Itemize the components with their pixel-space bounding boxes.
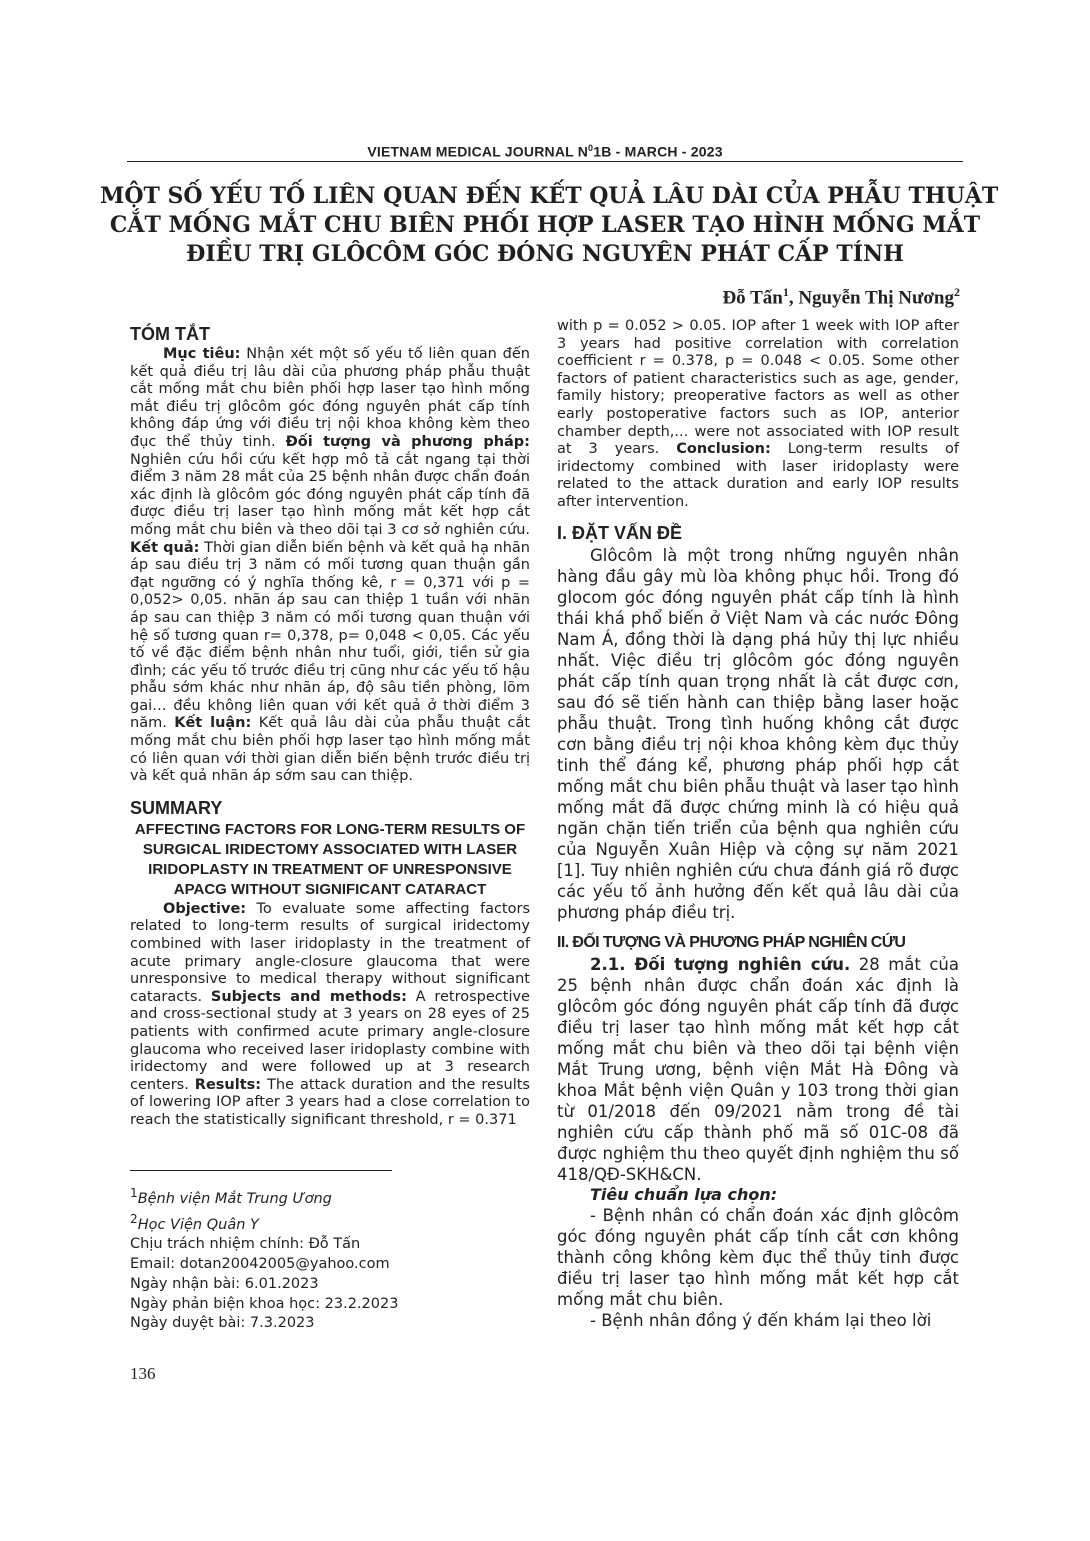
left-column — [130, 322, 530, 1130]
authors — [722, 285, 960, 309]
title-line-3: ĐIỀU TRỊ GLÔCÔM GÓC ĐÓNG NGUYÊN PHÁT CẤP TÍNH — [186, 241, 904, 267]
criteria-heading: Tiêu chuẩn lựa chọn: — [590, 1184, 778, 1204]
footnote-received: Ngày nhận bài: 6.01.2023 — [130, 1275, 319, 1292]
section-1-heading: I. ĐẶT VẤN ĐỀ — [557, 522, 683, 543]
title-line-1: MỘT SỐ YẾU TỐ LIÊN QUAN ĐẾN KẾT QUẢ LÂU DÀI CỦA PHẪU THUẬT — [100, 183, 999, 209]
footnote-affiliation-1: $^1$Bệnh viện Mắt Trung Ương — [130, 1186, 332, 1207]
footnote-reviewed: Ngày phản biện khoa học: 23.2.2023 — [130, 1295, 399, 1312]
section-2-heading: II. ĐỐI TƯỢNG VÀ PHƯƠNG PHÁP NGHIÊN CỨU — [557, 933, 906, 951]
author-2-affil: 2 — [954, 285, 960, 299]
footnotes — [130, 1184, 530, 1334]
section-1-text: Glôcôm là một trong những nguyên nhân hàng đầu gây mù lòa không phục hồi. Trong đó glocom góc đóng nguyên phát cấp tính là hình thái khá phổ biến ở Việt Nam và các nước Đông Nam Á, đồng thời là dạng phá hủy thị lực nhiều nhất. Việc điều trị glôcôm góc đóng nguyên phát cấp tính quan trọng nhất là cắt được cơn, sau đó sẽ tiến hành can thiệp bằng laser hoặc phẫu thuật. Trong tình huống không cắt được cơn bằng điều trị nội khoa không kèm đục thủy tinh thể đáng kể, phương pháp phối hợp cắt mống mắt chu biên phẫu thuật và laser tạo hình mống mắt đã được chứng minh là có hiệu quả ngăn chặn tiến triển của bệnh qua nghiên cứu của Nguyễn Xuân Hiệp và cộng sự năm 2021 [1]. Tuy nhiên nghiên cứu chưa đánh giá rõ được các yếu tố ảnh hưởng đến kết quả lâu dài của phương pháp điều trị. — [557, 545, 959, 922]
summary-text-part1: Objective: To evaluate some affecting factors related to long-term results of surgical iridectomy combined with laser iridoplasty in the treatment of acute primary angle-closure glaucoma that were unresponsive to medical therapy without significant cataracts. Subjects and methods: A retrospective and cross-sectional study at 3 years on 28 eyes of 25 patients with confirmed acute primary angle-closure glaucoma who received laser iridoplasty combine with iridectomy and were followed up at 3 research centers. Results: The attack duration and the results of lowering IOP after 3 years had a close correlation to reach the statistically significant threshold, r = 0.371 — [130, 900, 530, 1128]
right-column — [557, 318, 959, 1331]
section-2-1-text: 2.1. Đối tượng nghiên cứu. 28 mắt của 25 bệnh nhân được chẩn đoán xác định là glôcôm góc đóng nguyên phát cấp tính đã được điều trị laser tạo hình mống mắt kết hợp cắt mống mắt chu biên và theo dõi tại bệnh viện Mắt Trung ương, bệnh viện Mắt Hà Đông và khoa Mắt bệnh viện Quân y 103 trong thời gian từ 01/2018 đến 09/2021 nằm trong đề tài nghiên cứu cấp thành phố mã số 01C-08 đã được nghiệm thu theo quyết định nghiệm thu số 418/QĐ-SKH&CN. — [557, 954, 959, 1184]
footnote-rule — [130, 1170, 392, 1171]
journal-issue: 1B - MARCH - 2023 — [593, 143, 723, 160]
summary-heading: SUMMARY — [130, 797, 223, 818]
journal-header — [0, 143, 1090, 160]
author-separator: , — [788, 287, 799, 309]
criteria-item-2: - Bệnh nhân đồng ý đến khám lại theo lời — [590, 1310, 932, 1330]
page-number: 136 — [130, 1364, 156, 1383]
article-title — [100, 182, 999, 269]
footnote-affiliation-2: $^2$Học Viện Quân Y — [130, 1211, 259, 1233]
abstract-vi-text: Mục tiêu: Nhận xét một số yếu tố liên quan đến kết quả điều trị lâu dài của phương pháp phẫu thuật cắt mống mắt chu biên phối hợp laser tạo hình mống mắt điều trị glôcôm góc đóng nguyên phát cấp tính không đáp ứng với điều trị nội khoa không kèm theo đục thể thủy tinh. Đối tượng và phương pháp: Nghiên cứu hồi cứu kết hợp mô tả cắt ngang tại thời điểm 3 năm 28 mắt của 25 bệnh nhân được chẩn đoán xác định là glôcôm góc đóng nguyên phát cấp tính đã được điều trị laser tạo hình mống mắt kết hợp cắt mống mắt chu biên và theo dõi tại 3 cơ sở nghiên cứu. Kết quả: Thời gian diễn biến bệnh và kết quả hạ nhãn áp sau điều trị 3 năm có mối tương quan thuận gần đạt ngưỡng có ý nghĩa thống kê, r = 0,371 với p = 0,052> 0,05. nhãn áp sau can thiệp 1 tuần với nhãn áp sau can thiệp 3 năm có mối tương quan thuận với hệ số tương quan r= 0,378, p= 0,048 < 0,05. Các yếu tố về đặc điểm bệnh nhân như tuổi, giới, tiền sử gia đình; các yếu tố trước điều trị cũng như các yếu tố hậu phẫu sớm khác như nhãn áp, độ sâu tiền phòng, lõm gai… đều không liên quan với kết quả ở thời điểm 3 năm. Kết luận: Kết quả lâu dài của phẫu thuật cắt mống mắt chu biên phối hợp laser tạo hình mống mắt có liên quan với thời gian diễn biến bệnh trước điều trị và kết quả nhãn áp sớm sau can thiệp. — [130, 346, 531, 785]
journal-number-sup: 0 — [588, 143, 594, 153]
footnote-corresponding: Chịu trách nhiệm chính: Đỗ Tấn — [130, 1236, 361, 1253]
author-1: Đỗ Tấn — [722, 287, 783, 309]
journal-name: VIETNAM MEDICAL JOURNAL N — [367, 143, 589, 160]
header-rule — [127, 161, 963, 162]
author-2: Nguyễn Thị Nương — [798, 287, 954, 309]
summary-text-part2: with p = 0.052 > 0.05. IOP after 1 week with IOP after 3 years had positive correlation with correlation coefficient r = 0.378, p = 0.048 < 0.05. Some other factors of patient characteristics such as age, gender, family history; preoperative factors as well as other early postoperative factors such as IOP, anterior chamber depth,... were not associated with IOP result at 3 years. Conclusion: Long-term results of iridectomy combined with laser iridoplasty were related to the attack duration and early IOP results after intervention. — [557, 318, 959, 510]
summary-title: AFFECTING FACTORS FOR LONG-TERM RESULTS OF SURGICAL IRIDECTOMY ASSOCIATED WITH LASER IRIDOPLASTY IN TREATMENT OF UNRESPONSIVE APACG WITHOUT SIGNIFICANT CATARACT — [134, 820, 526, 898]
summary-results-start: The attack duration and the results of lowering IOP after 3 years had a close correlation to reach the statistically significant threshold, r = 0.371 — [130, 1076, 530, 1128]
abstract-vi-heading: TÓM TẮT — [130, 324, 210, 344]
summary-results-cont: with p = 0.052 > 0.05. IOP after 1 week with IOP after 3 years had positive correlation with correlation coefficient r = 0.378, p = 0.048 < 0.05. Some other factors of patient characteristics such as age, gender, family history; preoperative factors as well as other early postoperative factors such as IOP, anterior chamber depth,... were not associated with IOP result at 3 years. — [557, 318, 959, 458]
author-1-affil: 1 — [782, 285, 789, 299]
footnote-email: Email: dotan20042005@yahoo.com — [130, 1256, 390, 1273]
footnote-accepted: Ngày duyệt bài: 7.3.2023 — [130, 1315, 315, 1332]
title-line-2: CẮT MỐNG MẮT CHU BIÊN PHỐI HỢP LASER TẠO HÌNH MỐNG MẮT — [109, 212, 981, 238]
criteria-item-1: - Bệnh nhân có chẩn đoán xác định glôcôm góc đóng nguyên phát cấp tính cắt cơn không thành công không kèm đục thể thủy tinh được điều trị laser tạo hình mống mắt kết hợp cắt mống mắt chu biên. — [557, 1205, 959, 1309]
